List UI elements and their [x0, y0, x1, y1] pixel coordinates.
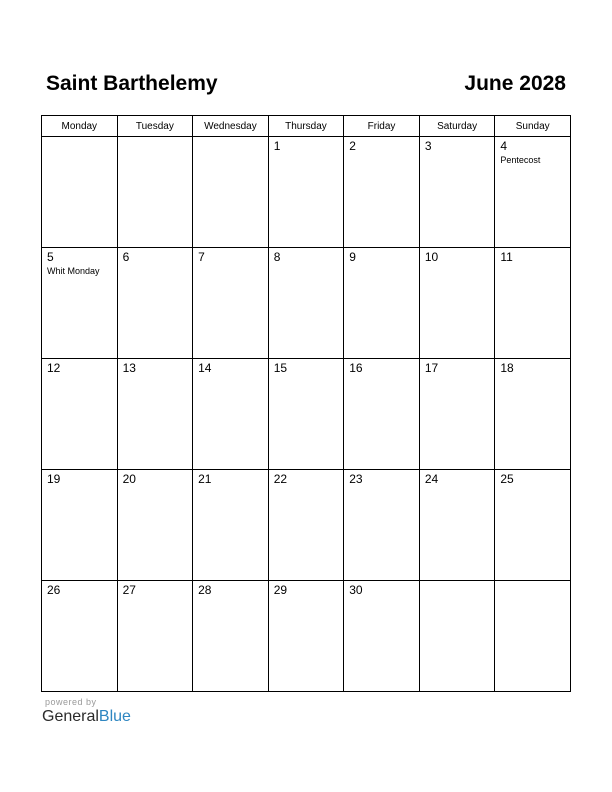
holiday-label: Whit Monday [47, 266, 100, 276]
day-number: 2 [349, 139, 356, 153]
day-number: 11 [500, 250, 513, 264]
day-number: 14 [198, 361, 212, 375]
calendar-day-cell [193, 359, 269, 470]
calendar-day-cell [268, 137, 344, 248]
calendar-day-cell [344, 470, 420, 581]
calendar-day-cell [117, 137, 193, 248]
calendar-day-cell [344, 137, 420, 248]
calendar-day-cell [495, 470, 571, 581]
day-number: 10 [424, 250, 439, 264]
day-number: 24 [424, 472, 439, 486]
day-number: 1 [273, 139, 281, 153]
day-number: 22 [273, 472, 288, 486]
calendar-day-cell [268, 581, 344, 692]
day-number: 3 [424, 139, 432, 153]
weekday-saturday: Saturday [419, 116, 495, 137]
powered-by-text: powered by [45, 697, 97, 707]
day-number: 17 [424, 361, 439, 375]
day-number: 13 [122, 361, 136, 375]
calendar-day-cell [268, 359, 344, 470]
calendar-day-cell [42, 581, 118, 692]
calendar-day-cell [42, 137, 118, 248]
weekday-monday: Monday [42, 116, 118, 137]
day-number: 18 [500, 361, 514, 375]
day-number: 8 [273, 250, 281, 264]
calendar-day-cell [495, 137, 571, 248]
day-number: 6 [122, 250, 130, 264]
day-number: 4 [500, 139, 508, 153]
day-number: 27 [122, 583, 136, 597]
calendar-month-title: June 2028 [464, 72, 566, 95]
calendar-day-cell [268, 248, 344, 359]
calendar-day-cell [193, 137, 269, 248]
calendar-day-cell [42, 359, 118, 470]
generalblue-branding [42, 697, 131, 726]
calendar-day-cell [344, 248, 420, 359]
logo-blue-text: Blue [98, 708, 131, 725]
calendar-day-cell [193, 248, 269, 359]
day-number: 25 [500, 472, 514, 486]
day-number: 5 [47, 250, 54, 264]
calendar-day-cell [495, 581, 571, 692]
day-number: 20 [122, 472, 136, 486]
calendar-day-cell [419, 470, 495, 581]
calendar-day-cell [344, 581, 420, 692]
weekday-wednesday: Wednesday [193, 116, 269, 137]
day-number: 19 [47, 472, 61, 486]
calendar-day-cell [495, 359, 571, 470]
calendar-day-cell [117, 248, 193, 359]
calendar-day-cell [117, 359, 193, 470]
weekday-tuesday: Tuesday [117, 116, 193, 137]
weekday-thursday: Thursday [268, 116, 344, 137]
calendar-day-cell [419, 248, 495, 359]
calendar-day-cell [344, 359, 420, 470]
day-number: 26 [47, 583, 61, 597]
weekday-sunday: Sunday [495, 116, 571, 137]
weekday-header-row [42, 116, 571, 137]
calendar-day-cell [42, 470, 118, 581]
calendar-day-cell [193, 470, 269, 581]
holiday-label: Pentecost [500, 155, 541, 165]
calendar-week-row [42, 470, 571, 581]
calendar-week-row [42, 248, 571, 359]
logo-general-text: General [42, 708, 99, 725]
day-number: 29 [273, 583, 288, 597]
calendar-day-cell [495, 248, 571, 359]
generalblue-logo [42, 708, 131, 726]
day-number: 21 [198, 472, 212, 486]
calendar-day-cell [117, 470, 193, 581]
calendar-day-cell [419, 581, 495, 692]
day-number: 16 [349, 361, 363, 375]
day-number: 28 [198, 583, 212, 597]
day-number: 15 [273, 361, 288, 375]
day-number: 9 [349, 250, 356, 264]
weekday-friday: Friday [344, 116, 420, 137]
calendar-day-cell [419, 359, 495, 470]
calendar-day-cell [268, 470, 344, 581]
calendar-week-row [42, 359, 571, 470]
calendar-week-row [42, 581, 571, 692]
calendar-day-cell [419, 137, 495, 248]
calendar-day-cell [193, 581, 269, 692]
calendar-grid [41, 115, 571, 692]
calendar-day-cell [117, 581, 193, 692]
day-number: 23 [349, 472, 363, 486]
day-number: 12 [47, 361, 61, 375]
calendar-week-row [42, 137, 571, 248]
day-number: 30 [349, 583, 363, 597]
calendar-day-cell [42, 248, 118, 359]
day-number: 7 [198, 250, 205, 264]
calendar-country-title: Saint Barthelemy [46, 72, 218, 95]
